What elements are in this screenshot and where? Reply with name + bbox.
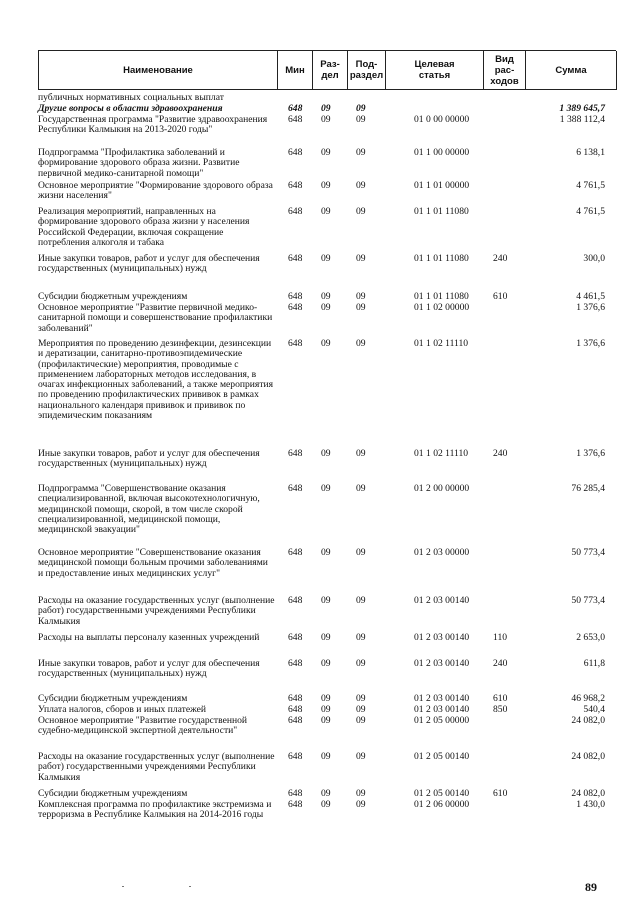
cell-podr: 09	[356, 715, 366, 726]
cell-vid	[481, 548, 527, 596]
cell-cel: 01 1 00 00000	[414, 147, 470, 158]
header-podrazdel: Под- раздел	[348, 51, 386, 90]
cell-name: Подпрограмма "Совершенствование оказания специализированной, включая высокотехнологичную, медицинской помощи, скорой, в том числе скорой специализированной, медицинской помощи, медицинской эвакуации"	[38, 483, 260, 536]
cell-min: 648	[288, 483, 303, 494]
cell-podr: 09	[356, 180, 366, 191]
cell-vid	[481, 115, 527, 148]
cell-vid	[481, 800, 527, 836]
cell-razd: 09	[321, 147, 331, 158]
cell-name: Субсидии бюджетным учреждениям	[38, 291, 188, 302]
cell-min: 648	[288, 547, 303, 558]
page-number: 89	[585, 880, 597, 894]
cell-vid	[481, 752, 527, 789]
cell-podr: 09	[356, 338, 366, 349]
cell-podr: 09	[356, 658, 366, 669]
cell-name: Основное мероприятие "Формирование здорового образа жизни населения"	[38, 180, 273, 202]
cell-sum: 1 376,6	[576, 338, 605, 349]
cell-sum: 1 389 645,7	[559, 103, 605, 114]
cell-cel: 01 2 06 00000	[414, 799, 470, 810]
cell-sum: 4 761,5	[576, 180, 605, 191]
table-row	[38, 752, 616, 789]
cell-min: 648	[288, 799, 303, 810]
table-row	[38, 484, 616, 548]
cell-min: 648	[288, 788, 303, 799]
cell-cel: 01 2 03 00000	[414, 547, 470, 558]
cell-cel: 01 1 02 00000	[414, 302, 470, 313]
cell-min: 648	[288, 715, 303, 726]
cell-vid	[481, 93, 527, 104]
cell-name: Реализация мероприятий, направленных на формирование здорового образа жизни у населения Российской Федерации, включая сокращение потребления алкоголя и табака	[38, 206, 250, 248]
cell-name: Иные закупки товаров, работ и услуг для обеспечения государственных (муниципальных) нужд	[38, 253, 260, 275]
cell-cel: 01 2 03 00140	[414, 693, 470, 704]
cell-vid	[481, 148, 527, 181]
cell-cel: 01 2 03 00140	[414, 632, 470, 643]
cell-cel: 01 0 00 00000	[414, 114, 470, 125]
table-row	[38, 800, 616, 836]
cell-razd: 09	[321, 595, 331, 606]
cell-vid: 240	[493, 658, 508, 669]
cell-sum: 50 773,4	[571, 595, 605, 606]
cell-min: 648	[288, 206, 303, 217]
cell-name: Расходы на оказание государственных услуг (выполнение работ) государственными учреждениями Республики Калмыкия	[38, 751, 275, 783]
cell-cel: 01 1 01 11080	[414, 291, 469, 302]
table-row	[38, 659, 616, 694]
cell-podr: 09	[356, 253, 366, 264]
cell-name: Иные закупки товаров, работ и услуг для обеспечения государственных (муниципальных) нужд	[38, 658, 260, 680]
cell-sum: 24 082,0	[571, 788, 605, 799]
table-row	[38, 148, 616, 181]
cell-razd: 09	[321, 632, 331, 643]
cell-name: Основное мероприятие "Развитие государственной судебно-медицинской экспертной деятельности"	[38, 715, 248, 737]
cell-podr: 09	[356, 114, 366, 125]
cell-min: 648	[288, 291, 303, 302]
table-row	[38, 254, 616, 292]
cell-vid	[481, 339, 527, 449]
cell-vid: 240	[493, 448, 508, 459]
cell-min: 648	[288, 448, 303, 459]
cell-name: Комплексная программа по профилактике экстремизма и терроризма в Республике Калмыкия на 2014-2016 годы	[38, 799, 272, 821]
cell-min: 648	[288, 103, 303, 114]
cell-podr: 09	[356, 291, 366, 302]
table-row	[38, 716, 616, 752]
cell-sum: 300,0	[583, 253, 605, 264]
cell-razd: 09	[321, 704, 331, 715]
scan-speck	[122, 886, 124, 887]
cell-name: публичных нормативных социальных выплат	[38, 92, 224, 103]
table-row	[38, 596, 616, 633]
cell-vid: 240	[493, 253, 508, 264]
cell-razd: 09	[321, 338, 331, 349]
cell-min: 648	[288, 658, 303, 669]
cell-cel: 01 2 05 00140	[414, 788, 470, 799]
cell-razd: 09	[321, 206, 331, 217]
table-row	[38, 449, 616, 484]
cell-min: 648	[288, 632, 303, 643]
cell-name: Мероприятия по проведению дезинфекции, дезинсекции и дератизации, санитарно-противоэпидемические (профилактические) мероприятия, проводимые с применением лабораторных методов исследования, в очагах инфекционных заболеваний, а также мероприятия по проведению профилактических прививок в рамках национального календаря прививок и прививок по эпидемическим показаниям	[38, 338, 274, 422]
cell-cel: 01 2 03 00140	[414, 658, 470, 669]
cell-min: 648	[288, 595, 303, 606]
cell-sum: 1 430,0	[576, 799, 605, 810]
cell-podr: 09	[356, 448, 366, 459]
table-row	[38, 115, 616, 148]
cell-name: Субсидии бюджетным учреждениям	[38, 788, 188, 799]
cell-sum: 1 376,6	[576, 448, 605, 459]
cell-razd: 09	[321, 788, 331, 799]
table-body	[38, 93, 616, 836]
cell-razd: 09	[321, 547, 331, 558]
cell-razd: 09	[321, 799, 331, 810]
table-row	[38, 633, 616, 659]
cell-cel: 01 2 00 00000	[414, 483, 470, 494]
cell-min: 648	[288, 253, 303, 264]
cell-cel: 01 2 05 00000	[414, 715, 470, 726]
cell-name: Расходы на выплаты персоналу казенных учреждений	[38, 632, 260, 643]
cell-min: 648	[288, 751, 303, 762]
cell-name: Субсидии бюджетным учреждениям	[38, 693, 188, 704]
cell-sum: 4 461,5	[576, 291, 605, 302]
cell-vid	[481, 596, 527, 633]
header-summa: Сумма	[526, 51, 617, 90]
header-name: Наименование	[39, 51, 278, 90]
cell-podr: 09	[356, 103, 366, 114]
cell-cel: 01 1 01 00000	[414, 180, 470, 191]
header-celevaya-statya: Целевая статья	[386, 51, 484, 90]
cell-podr	[347, 93, 389, 104]
cell-vid: 610	[493, 788, 508, 799]
table-row	[38, 548, 616, 596]
cell-name: Расходы на оказание государственных услуг (выполнение работ) государственными учреждениями Республики Калмыкия	[38, 595, 275, 627]
cell-min: 648	[288, 704, 303, 715]
cell-podr: 09	[356, 206, 366, 217]
cell-podr: 09	[356, 751, 366, 762]
cell-min: 648	[288, 180, 303, 191]
cell-razd: 09	[321, 715, 331, 726]
header-min: Мин	[278, 51, 313, 90]
cell-podr: 09	[356, 788, 366, 799]
cell-name: Основное мероприятие "Совершенствование оказания медицинской помощи больным прочими заболеваниями и предоставление иных медицинских услуг"	[38, 547, 268, 579]
cell-sum: 540,4	[583, 704, 605, 715]
cell-podr: 09	[356, 483, 366, 494]
cell-podr: 09	[356, 547, 366, 558]
cell-podr: 09	[356, 302, 366, 313]
cell-podr: 09	[356, 693, 366, 704]
cell-vid	[481, 181, 527, 207]
cell-razd: 09	[321, 103, 331, 114]
table-row	[38, 339, 616, 449]
cell-razd: 09	[321, 448, 331, 459]
cell-cel	[389, 93, 481, 104]
table-row	[38, 303, 616, 339]
header-razdel: Раз- дел	[313, 51, 348, 90]
cell-cel: 01 1 01 11080	[414, 206, 469, 217]
cell-razd: 09	[321, 253, 331, 264]
cell-cel: 01 1 02 11110	[414, 448, 469, 459]
table-header	[38, 50, 616, 90]
cell-vid	[481, 207, 527, 254]
cell-razd: 09	[321, 302, 331, 313]
cell-vid	[481, 716, 527, 752]
cell-cel: 01 2 03 00140	[414, 595, 470, 606]
cell-name: Другие вопросы в области здравоохранения	[38, 103, 223, 114]
cell-sum: 611,8	[583, 658, 605, 669]
cell-sum: 46 968,2	[571, 693, 605, 704]
cell-razd: 09	[321, 291, 331, 302]
header-vid-rashodov: Вид рас- ходов	[484, 51, 526, 90]
cell-vid: 610	[493, 693, 508, 704]
cell-cel: 01 2 05 00140	[414, 751, 470, 762]
cell-name: Основное мероприятие "Развитие первичной медико-санитарной помощи и совершенствование профилактики заболеваний"	[38, 302, 273, 334]
cell-vid	[481, 104, 527, 115]
cell-cel: 01 1 01 11080	[414, 253, 469, 264]
cell-razd: 09	[321, 751, 331, 762]
cell-podr: 09	[356, 632, 366, 643]
table-row	[38, 207, 616, 254]
cell-sum: 24 082,0	[571, 715, 605, 726]
cell-vid: 610	[493, 291, 508, 302]
cell-razd: 09	[321, 658, 331, 669]
cell-sum: 24 082,0	[571, 751, 605, 762]
cell-razd: 09	[321, 483, 331, 494]
cell-razd: 09	[321, 693, 331, 704]
cell-min: 648	[288, 302, 303, 313]
cell-min: 648	[288, 147, 303, 158]
cell-podr: 09	[356, 799, 366, 810]
cell-sum: 6 138,1	[576, 147, 605, 158]
cell-sum: 4 761,5	[576, 206, 605, 217]
cell-razd: 09	[321, 114, 331, 125]
cell-min: 648	[288, 693, 303, 704]
cell-name: Иные закупки товаров, работ и услуг для обеспечения государственных (муниципальных) нужд	[38, 448, 260, 470]
cell-podr: 09	[356, 595, 366, 606]
cell-vid: 850	[493, 704, 508, 715]
cell-vid: 110	[493, 632, 508, 643]
cell-sum: 1 388 112,4	[559, 114, 605, 125]
cell-sum: 1 376,6	[576, 302, 605, 313]
table-row	[38, 181, 616, 207]
cell-podr: 09	[356, 147, 366, 158]
cell-sum: 50 773,4	[571, 547, 605, 558]
cell-cel: 01 1 02 11110	[414, 338, 469, 349]
cell-sum: 2 653,0	[576, 632, 605, 643]
cell-name: Государственная программа "Развитие здравоохранения Республики Калмыкия на 2013-2020 годы"	[38, 114, 268, 136]
cell-cel: 01 2 03 00140	[414, 704, 470, 715]
cell-name: Подпрограмма "Профилактика заболеваний и формирование здорового образа жизни. Развитие первичной медико-санитарной помощи"	[38, 147, 240, 179]
cell-vid	[481, 484, 527, 548]
cell-min: 648	[288, 114, 303, 125]
cell-min: 648	[288, 338, 303, 349]
cell-razd: 09	[321, 180, 331, 191]
cell-podr: 09	[356, 704, 366, 715]
cell-sum: 76 285,4	[571, 483, 605, 494]
scan-speck	[189, 886, 191, 887]
cell-name: Уплата налогов, сборов и иных платежей	[38, 704, 207, 715]
cell-vid	[481, 303, 527, 339]
